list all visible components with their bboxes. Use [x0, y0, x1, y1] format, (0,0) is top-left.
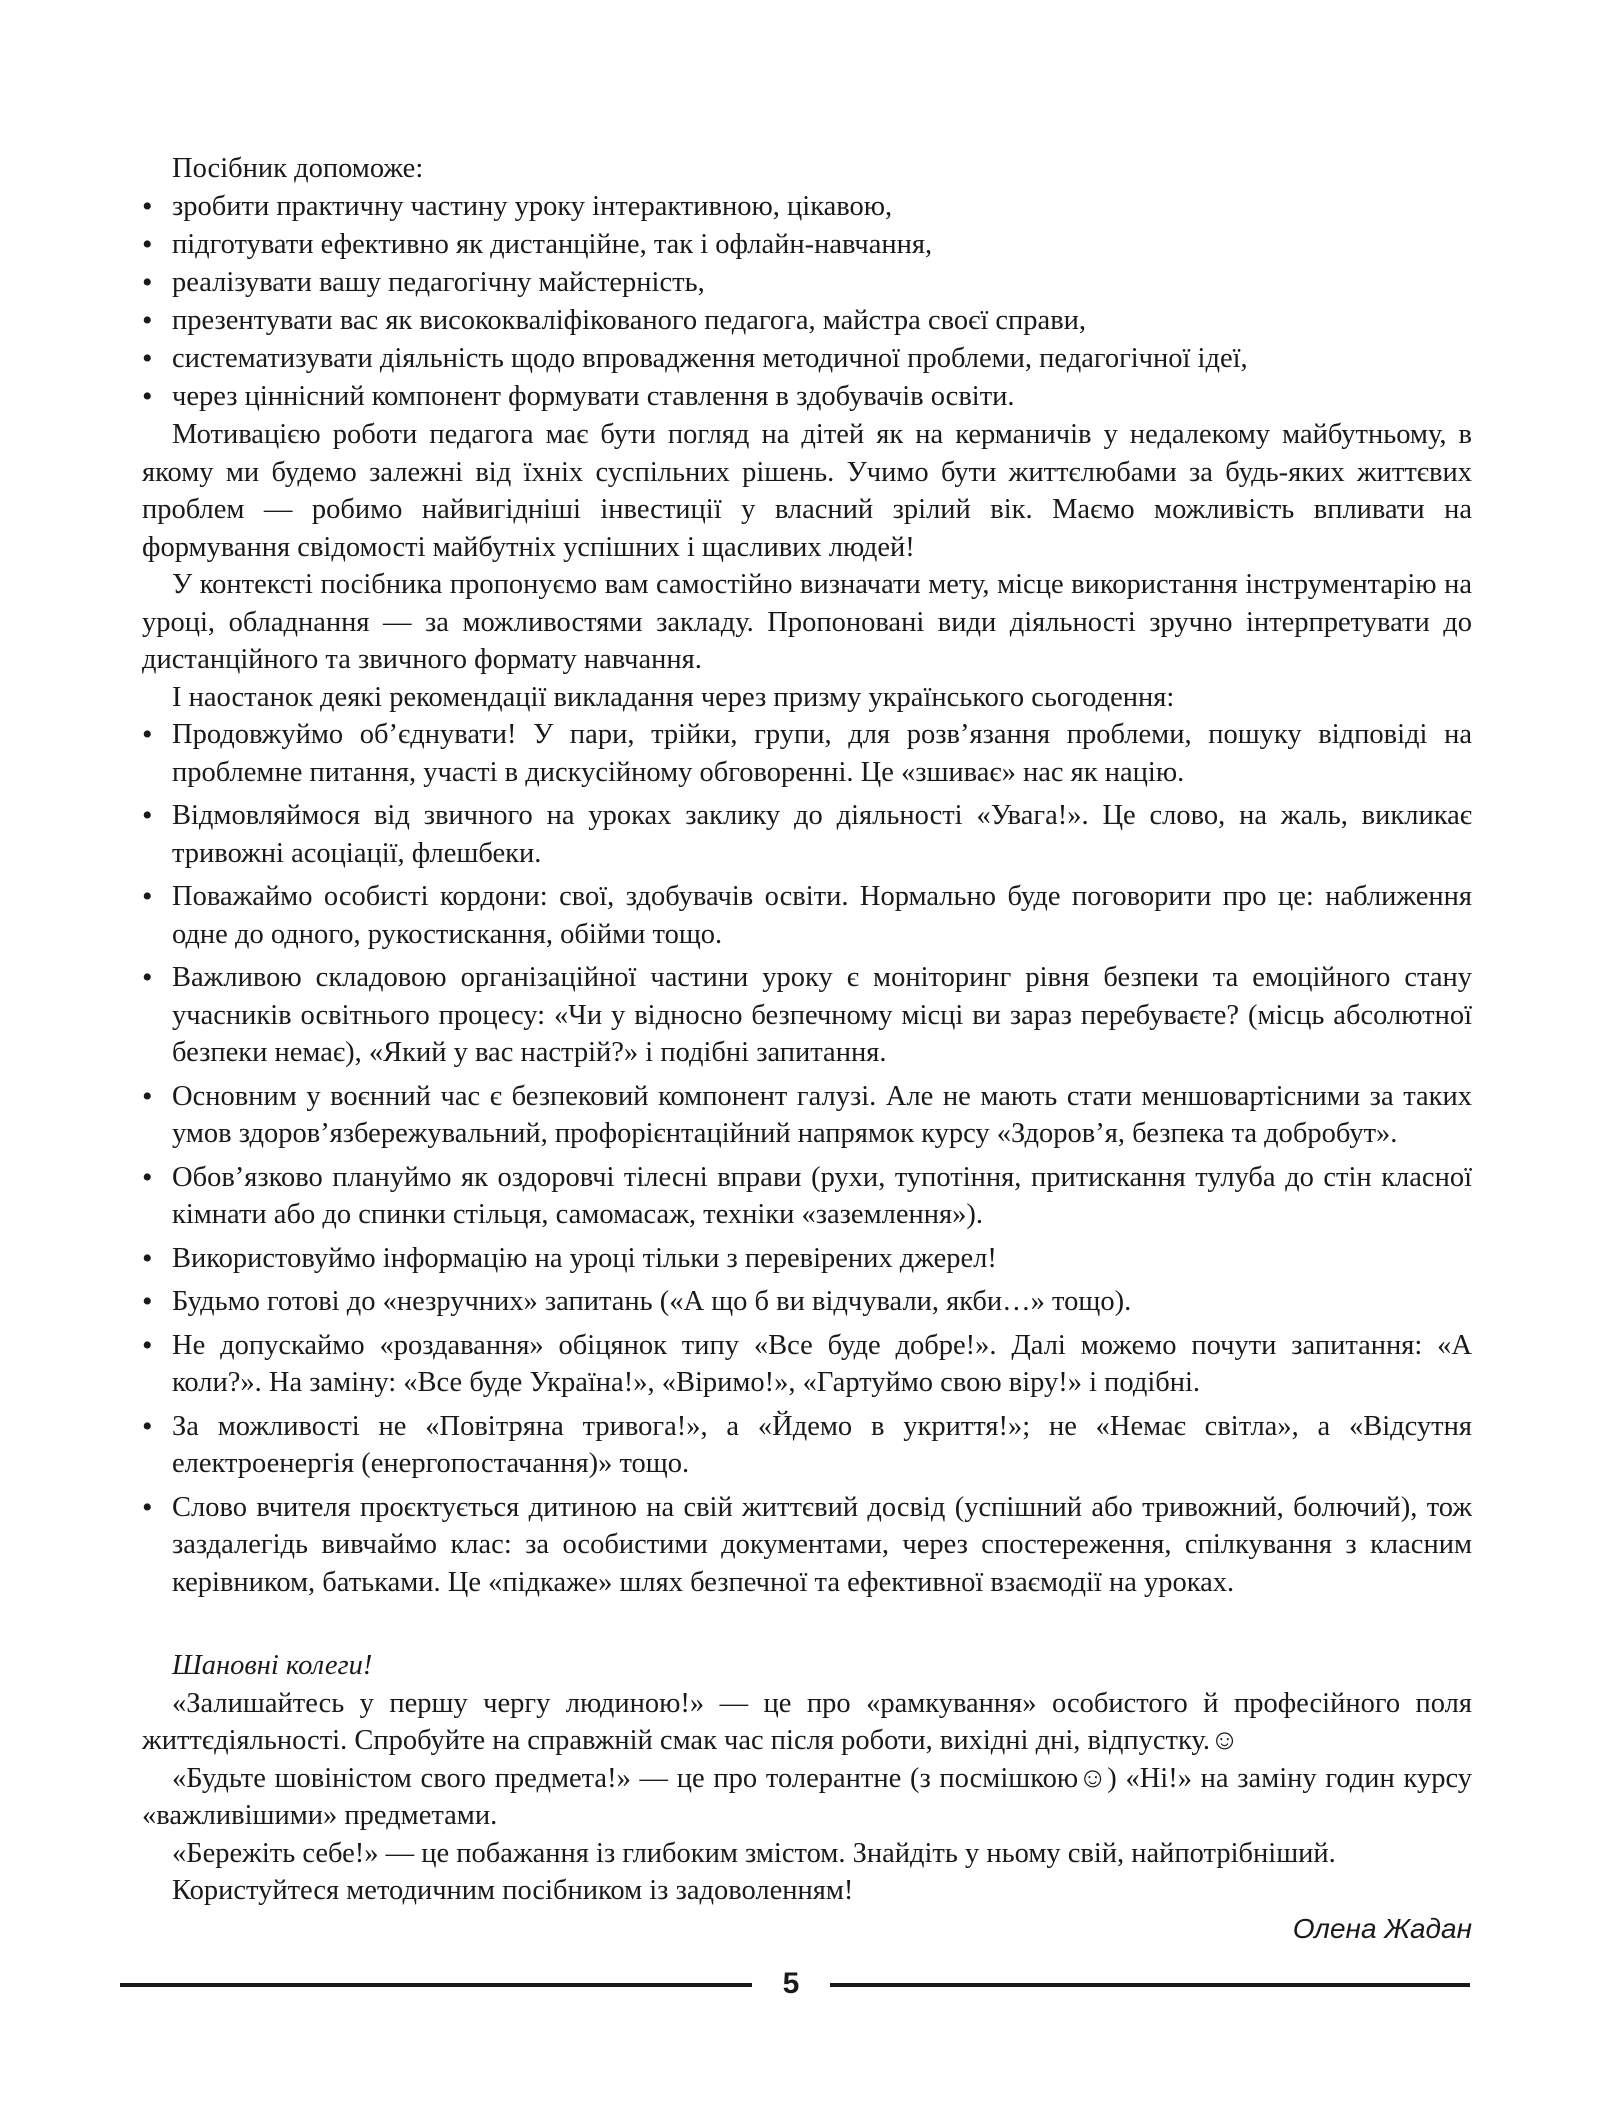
- list-item: • Продовжуймо об’єднувати! У пари, трійки, групи, для розв’язання проблеми, пошуку відповіді на проблемне питання, участі в дискусійному обговоренні. Це «зшиває» нас як націю.: [142, 716, 1472, 791]
- list-item: • презентувати вас як висококваліфікованого педагога, майстра своєї справи,: [142, 302, 1472, 340]
- body-text: [142, 150, 1472, 1947]
- paragraph-motivation: Мотивацією роботи педагога має бути погляд на дітей як на керманичів у недалекому майбутньому, в якому ми будемо залежні від їхніх суспільних рішень. Учимо бути життєлюбами за будь-яких життєвих проблем — робимо найвигідніші інвестиції у власний зрілий вік. Маємо можливість впливати на формування свідомості майбутніх успішних і щасливих людей!: [142, 419, 1472, 563]
- list-item: • Будьмо готові до «незручних» запитань («А що б ви відчували, якби…» тощо).: [142, 1283, 1472, 1321]
- list-item: • Не допускаймо «роздавання» обіцянок типу «Все буде добре!». Далі можемо почути запитання: «А коли?». На заміну: «Все буде Україна!», «Віримо!», «Гартуймо свою віру!» і подібні.: [142, 1327, 1472, 1402]
- list-item: • Основним у воєнний час є безпековий компонент галузі. Але не мають стати меншовартісними за таких умов здоров’язбережувальний, профорієнтаційний напрямок курсу «Здоров’я, безпека та добробут».: [142, 1078, 1472, 1153]
- list-item: • Відмовляймося від звичного на уроках заклику до діяльності «Увага!». Це слово, на жаль, викликає тривожні асоціації, флешбеки.: [142, 797, 1472, 872]
- intro-bullet-list: [142, 188, 1472, 416]
- greeting: Шановні колеги!: [172, 1650, 373, 1682]
- closing-paragraph: «Будьте шовіністом свого предмета!» — це про толерантне (з посмішкою☺) «Ні!» на заміну годин курсу «важливішими» предметами.: [142, 1762, 1472, 1832]
- list-item: • За можливості не «Повітряна тривога!», а «Йдемо в укриття!»; не «Немає світла», а «Відсутня електроенергія (енергопостачання)» тощо.: [142, 1408, 1472, 1483]
- closing-paragraph: «Залишайтесь у першу чергу людиною!» — це про «рамкування» особистого й професійного поля життєдіяльності. Спробуйте на справжній смак час після роботи, вихідні дні, відпустку.☺: [142, 1687, 1472, 1757]
- list-item: • Слово вчителя проєктується дитиною на свій життєвий досвід (успішний або тривожний, болючий), тож заздалегідь вивчаймо клас: за особистими документами, через спостереження, спілкування з класним керівником, батьками. Це «підкаже» шлях безпечної та ефективної взаємодії на уроках.: [142, 1489, 1472, 1602]
- recommendations-list: [142, 716, 1472, 1601]
- paragraph-recommendations-intro: І наостанок деякі рекомендації викладання через призму українського сьогодення:: [172, 681, 1175, 713]
- closing-paragraph: Користуйтеся методичним посібником із задоволенням!: [172, 1875, 854, 1907]
- list-item: • Поважаймо особисті кордони: свої, здобувачів освіти. Нормально буде поговорити про це: наближення одне до одного, рукостискання, обійми тощо.: [142, 878, 1472, 953]
- list-item: • Використовуймо інформацію на уроці тільки з перевірених джерел!: [142, 1240, 1472, 1278]
- list-item: • зробити практичну частину уроку інтерактивною, цікавою,: [142, 188, 1472, 226]
- list-item: • Обов’язково плануймо як оздоровчі тілесні вправи (рухи, тупотіння, притискання тулуба до стін класної кімнати або до спинки стільця, самомасаж, техніки «заземлення»).: [142, 1159, 1472, 1234]
- page-number: 5: [782, 1967, 800, 2000]
- list-item: • реалізувати вашу педагогічну майстерність,: [142, 264, 1472, 302]
- list-item: • Важливою складовою організаційної частини уроку є моніторинг рівня безпеки та емоційного стану учасників освітнього процесу: «Чи у відносно безпечному місці ви зараз перебуваєте? (місць абсолютної безпеки немає), «Який у вас настрій?» і подібні запитання.: [142, 959, 1472, 1072]
- list-item: • підготувати ефективно як дистанційне, так і офлайн-навчання,: [142, 226, 1472, 264]
- footer-rule-left: [120, 1983, 752, 1987]
- list-item: • систематизувати діяльність щодо впровадження методичної проблеми, педагогічної ідеї,: [142, 340, 1472, 378]
- list-item: • через ціннісний компонент формувати ставлення в здобувачів освіти.: [142, 378, 1472, 416]
- closing-paragraph: «Бережіть себе!» — це побажання із глибоким змістом. Знайдіть у ньому свій, найпотрібніший.: [172, 1837, 1336, 1869]
- footer-rule-right: [830, 1983, 1470, 1987]
- author-signature: Олена Жадан: [1292, 1912, 1472, 1944]
- intro-line: Посібник допоможе:: [172, 153, 424, 184]
- paragraph-context: У контексті посібника пропонуємо вам самостійно визначати мету, місце використання інструментарію на уроці, обладнання — за можливостями закладу. Пропоновані види діяльності зручно інтерпретувати до дистанційного та звичного формату навчання.: [142, 569, 1472, 676]
